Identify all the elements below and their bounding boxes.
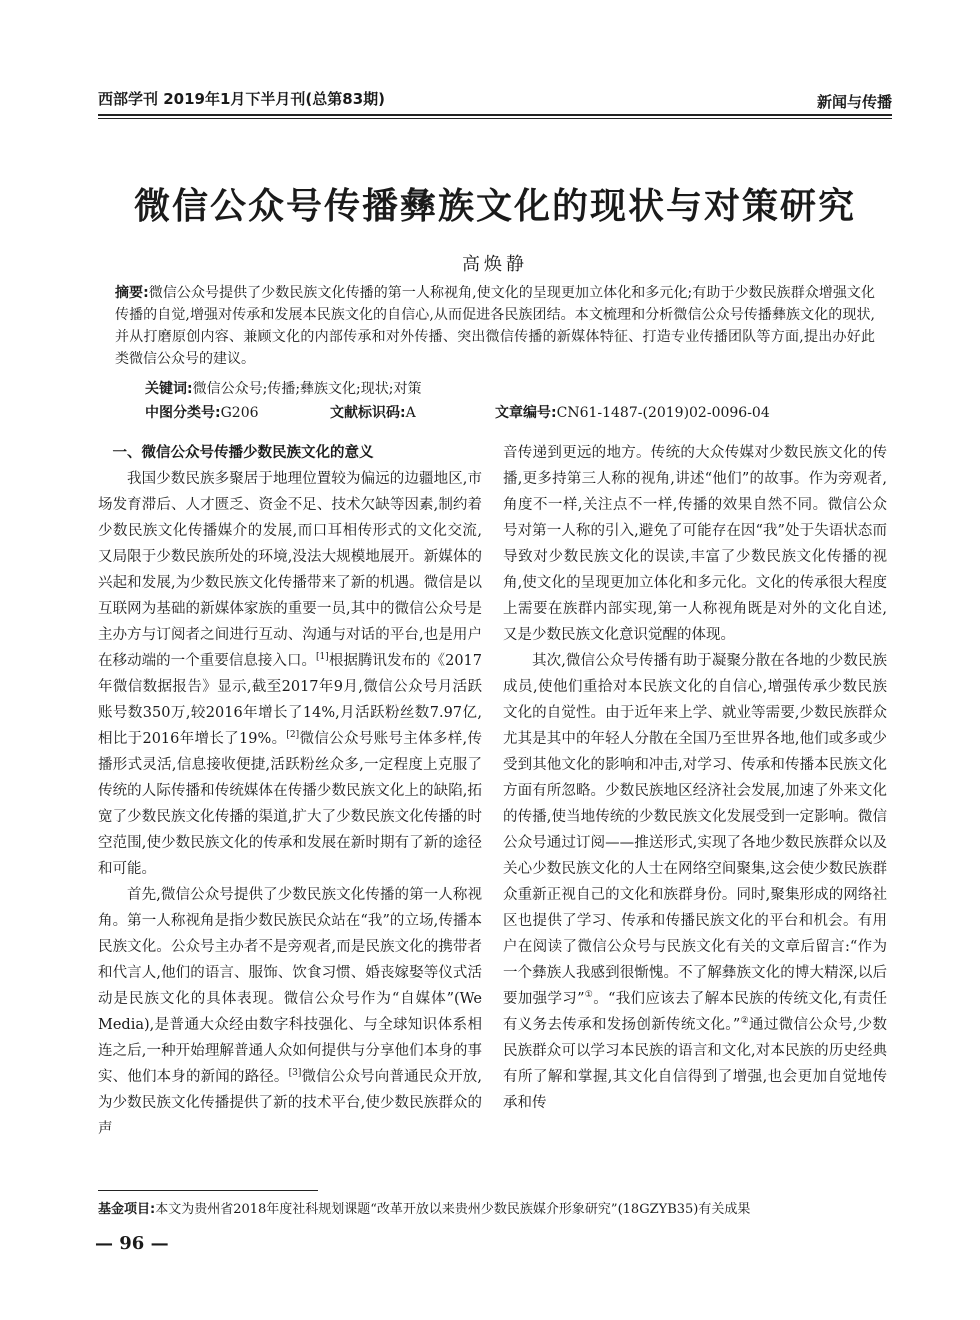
clc-value: G206 [220,405,259,421]
funding-text: 本文为贵州省2018年度社科规划课题“改革开放以来贵州少数民族媒介形象研究”(18GZYB35)有关成果 [155,1202,751,1217]
footnote-rule [98,1190,318,1191]
paragraph: 音传递到更远的地方。传统的大众传媒对少数民族文化的传播,更多持第三人称的视角,讲述“他们”的故事。作为旁观者,角度不一样,关注点不一样,传播的效果自然不同。微信公众号对第一人称的引入,避免了可能存在因“我”处于失语状态而导致对少数民族文化的误读,丰富了少数民族文化传播的视角,使文化的呈现更加立体化和多元化。文化的传承很大程度上需要在族群内部实现,第一人称视角既是对外的文化自述,又是少数民族文化意识觉醒的体现。 [503,445,887,643]
citation-ref[interactable]: [2] [286,730,300,741]
article-value: CN61-1487-(2019)02-0096-04 [556,405,770,421]
classification-line [145,402,875,424]
doc-code [330,402,416,422]
doc-label: 文献标识码: [330,405,406,421]
abstract [115,282,875,370]
keywords-label: 关键词: [145,381,193,397]
article-title: 微信公众号传播彝族文化的现状与对策研究 [133,186,856,227]
abstract-label: 摘要: [115,285,149,301]
funding-label: 基金项目: [98,1202,156,1217]
header-rule [98,118,892,119]
running-header [98,88,892,116]
journal-issue: 西部学刊 2019年1月下半月刊(总第83期) [98,90,385,108]
keywords [145,378,875,398]
paragraph: 首先,微信公众号提供了少数民族文化传播的第一人称视角。第一人称视角是指少数民族民众站在“我”的立场,传播本民族文化。公众号主办者不是旁观者,而是民族文化的携带者和代言人,他们的语言、服饰、饮食习惯、婚丧嫁娶等仪式活动是民族文化的具体表现。微信公众号作为“自媒体”(We Media),是普通大众经由数字科技强化、与全球知识体系相连之后,一种开始理解普通人众如何提供与分享他们本身的事实、他们本身的新闻的路径。[3]微信公众号向普通民众开放,为少数民族文化传播提供了新的技术平台,使少数民族群众的声 [98,887,483,1137]
clc-code [145,402,259,422]
doc-value: A [405,405,416,421]
citation-ref[interactable]: [3] [288,1068,302,1079]
left-column [98,440,482,1142]
right-column [503,440,887,1116]
section-name: 新闻与传播 [816,93,892,111]
footnote-ref[interactable]: ① [584,990,594,1001]
abstract-text: 微信公众号提供了少数民族文化传播的第一人称视角,使文化的呈现更加立体化和多元化;有助于少数民族群众增强文化传播的自觉,增强对传承和发展本民族文化的自信心,从而促进各民族团结。本文梳理和分析微信公众号传播彝族文化的现状,并从打磨原创内容、兼顾文化的内部传承和对外传播、突出微信传播的新媒体特征、打造专业传播团队等方面,提出办好此类微信公众号的建议。 [115,285,875,367]
paragraph: 我国少数民族多聚居于地理位置较为偏远的边疆地区,市场发育滞后、人才匮乏、资金不足、技术欠缺等因素,制约着少数民族文化传播媒介的发展,而口耳相传形式的文化交流,又局限于少数民族所处的环境,没法大规模地展开。新媒体的兴起和发展,为少数民族文化传播带来了新的机遇。微信是以互联网为基础的新媒体家族的重要一员,其中的微信公众号是主办方与订阅者之间进行互动、沟通与对话的平台,也是用户在移动端的一个重要信息接入口。[1]根据腾讯发布的《2017年微信数据报告》显示,截至2017年9月,微信公众号月活跃账号数350万,较2016年增长了14%,月活跃粉丝数7.97亿,相比于2016年增长了19%。[2]微信公众号账号主体多样,传播形式灵活,信息接收便捷,活跃粉丝众多,一定程度上克服了传统的人际传播和传统媒体在传播少数民族文化上的缺陷,拓宽了少数民族文化传播的渠道,扩大了少数民族文化传播的时空范围,使少数民族文化的传承和发展在新时期有了新的途径和可能。 [98,471,482,877]
author-name: 高焕静 [462,254,528,275]
page-number: — 96 — [95,1233,169,1254]
clc-label: 中图分类号: [145,405,221,421]
funding-note [98,1198,900,1217]
article-label: 文章编号: [495,405,557,421]
citation-ref[interactable]: [1] [316,652,329,663]
footnote-ref[interactable]: ② [740,1016,750,1027]
paragraph: 其次,微信公众号传播有助于凝聚分散在各地的少数民族成员,使他们重拾对本民族文化的自信心,增强传承少数民族文化的自觉性。由于近年来上学、就业等需要,少数民族群众尤其是其中的年轻人分散在全国乃至世界各地,他们或多或少受到其他文化的影响和冲击,对学习、传承和传播本民族文化方面有所忽略。少数民族地区经济社会发展,加速了外来文化的传播,使当地传统的少数民族文化发展受到一定影响。微信公众号通过订阅——推送形式,实现了各地少数民族群众以及关心少数民族文化的人士在网络空间聚集,这会使少数民族群众重新正视自己的文化和族群身份。同时,聚集形成的网络社区也提供了学习、传承和传播民族文化的平台和机会。有用户在阅读了微信公众号与民族文化有关的文章后留言:“作为一个彝族人我感到很惭愧。不了解彝族文化的博大精深,以后要加强学习”①。“我们应该去了解本民族的传统文化,有责任有义务去传承和发扬创新传统文化。”②通过微信公众号,少数民族群众可以学习本民族的语言和文化,对本民族的历史经典有所了解和掌握,其文化自信得到了增强,也会更加自觉地传承和传 [503,653,888,1111]
section-heading: 一、微信公众号传播少数民族文化的意义 [112,445,374,461]
keywords-text: 微信公众号;传播;彝族文化;现状;对策 [192,381,422,397]
article-number [495,402,770,422]
